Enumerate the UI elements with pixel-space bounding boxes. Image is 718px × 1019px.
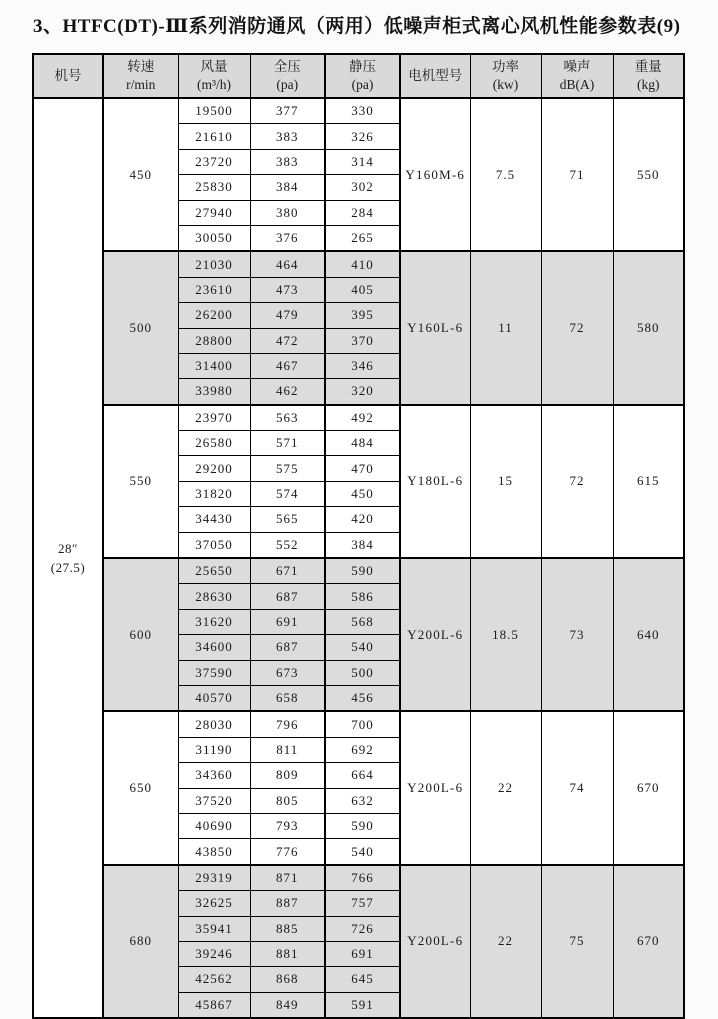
total-pressure-cell: 871 (250, 865, 325, 891)
static-pressure-cell: 757 (325, 891, 400, 916)
total-pressure-cell: 809 (250, 763, 325, 788)
weight-cell: 615 (613, 405, 684, 558)
total-pressure-cell: 687 (250, 635, 325, 660)
static-pressure-cell: 384 (325, 532, 400, 558)
header-motor-model (400, 54, 470, 98)
header-label: 功率 (492, 58, 519, 74)
total-pressure-cell: 473 (250, 277, 325, 302)
speed-cell: 600 (103, 558, 178, 711)
noise-cell: 72 (541, 251, 613, 404)
noise-cell: 72 (541, 405, 613, 558)
total-pressure-cell: 575 (250, 456, 325, 481)
total-pressure-cell: 377 (250, 98, 325, 124)
total-pressure-cell: 472 (250, 328, 325, 353)
total-pressure-cell: 380 (250, 200, 325, 225)
air-volume-cell: 26580 (178, 431, 250, 456)
static-pressure-cell: 691 (325, 941, 400, 966)
air-volume-cell: 26200 (178, 303, 250, 328)
noise-cell: 71 (541, 98, 613, 251)
weight-cell: 670 (613, 711, 684, 864)
air-volume-cell: 28630 (178, 584, 250, 609)
speed-cell: 450 (103, 98, 178, 251)
total-pressure-cell: 793 (250, 813, 325, 838)
air-volume-cell: 28030 (178, 711, 250, 737)
air-volume-cell: 33980 (178, 379, 250, 405)
motor-model-cell: Y160M-6 (400, 98, 470, 251)
static-pressure-cell: 700 (325, 711, 400, 737)
static-pressure-cell: 692 (325, 737, 400, 762)
header-static-pressure (325, 54, 400, 98)
motor-model-cell: Y160L-6 (400, 251, 470, 404)
air-volume-cell: 31400 (178, 353, 250, 378)
machine-no-size: 28″ (58, 540, 78, 556)
header-label: 全压 (273, 58, 301, 74)
air-volume-cell: 34360 (178, 763, 250, 788)
air-volume-cell: 40570 (178, 685, 250, 711)
static-pressure-cell: 664 (325, 763, 400, 788)
air-volume-cell: 23970 (178, 405, 250, 431)
total-pressure-cell: 479 (250, 303, 325, 328)
total-pressure-cell: 868 (250, 967, 325, 992)
static-pressure-cell: 590 (325, 558, 400, 584)
total-pressure-cell: 849 (250, 992, 325, 1018)
header-label: 电机型号 (408, 67, 463, 83)
static-pressure-cell: 405 (325, 277, 400, 302)
air-volume-cell: 35941 (178, 916, 250, 941)
speed-cell: 500 (103, 251, 178, 404)
static-pressure-cell: 492 (325, 405, 400, 431)
air-volume-cell: 25650 (178, 558, 250, 584)
total-pressure-cell: 384 (250, 175, 325, 200)
weight-cell: 550 (613, 98, 684, 251)
speed-cell: 650 (103, 711, 178, 864)
header-unit: dB(A) (559, 77, 595, 92)
header-unit: (pa) (276, 77, 299, 92)
static-pressure-cell: 586 (325, 584, 400, 609)
air-volume-cell: 37520 (178, 788, 250, 813)
table-row (33, 405, 684, 431)
table-row (33, 711, 684, 737)
air-volume-cell: 45867 (178, 992, 250, 1018)
total-pressure-cell: 383 (250, 149, 325, 174)
header-power (470, 54, 541, 98)
static-pressure-cell: 484 (325, 431, 400, 456)
total-pressure-cell: 563 (250, 405, 325, 431)
table-row (33, 98, 684, 124)
noise-cell: 75 (541, 865, 613, 1018)
air-volume-cell: 31620 (178, 609, 250, 634)
static-pressure-cell: 330 (325, 98, 400, 124)
static-pressure-cell: 370 (325, 328, 400, 353)
total-pressure-cell: 462 (250, 379, 325, 405)
power-cell: 22 (470, 711, 541, 864)
table-row (33, 251, 684, 277)
static-pressure-cell: 314 (325, 149, 400, 174)
power-cell: 11 (470, 251, 541, 404)
total-pressure-cell: 805 (250, 788, 325, 813)
fan-performance-table (32, 53, 685, 1019)
header-unit: r/min (126, 77, 156, 92)
static-pressure-cell: 420 (325, 507, 400, 532)
air-volume-cell: 21610 (178, 124, 250, 149)
static-pressure-cell: 766 (325, 865, 400, 891)
air-volume-cell: 34600 (178, 635, 250, 660)
total-pressure-cell: 658 (250, 685, 325, 711)
total-pressure-cell: 691 (250, 609, 325, 634)
machine-no-alt: (27.5) (50, 560, 86, 576)
static-pressure-cell: 540 (325, 635, 400, 660)
header-label: 静压 (349, 58, 376, 74)
air-volume-cell: 43850 (178, 839, 250, 865)
header-air-volume (178, 54, 250, 98)
table-row (33, 865, 684, 891)
header-unit: (kw) (492, 77, 519, 92)
static-pressure-cell: 568 (325, 609, 400, 634)
header-label: 转速 (127, 58, 155, 74)
static-pressure-cell: 320 (325, 379, 400, 405)
power-cell: 15 (470, 405, 541, 558)
air-volume-cell: 34430 (178, 507, 250, 532)
header-machine-no (33, 54, 103, 98)
header-speed (103, 54, 178, 98)
table-row (33, 558, 684, 584)
header-unit: (kg) (637, 77, 660, 92)
total-pressure-cell: 464 (250, 251, 325, 277)
total-pressure-cell: 383 (250, 124, 325, 149)
static-pressure-cell: 645 (325, 967, 400, 992)
motor-model-cell: Y200L-6 (400, 558, 470, 711)
total-pressure-cell: 887 (250, 891, 325, 916)
static-pressure-cell: 410 (325, 251, 400, 277)
air-volume-cell: 23610 (178, 277, 250, 302)
weight-cell: 640 (613, 558, 684, 711)
static-pressure-cell: 540 (325, 839, 400, 865)
page-title: 3、HTFC(DT)-Ⅲ系列消防通风（两用）低噪声柜式离心风机性能参数表(9) (33, 16, 681, 37)
static-pressure-cell: 632 (325, 788, 400, 813)
total-pressure-cell: 776 (250, 839, 325, 865)
total-pressure-cell: 552 (250, 532, 325, 558)
total-pressure-cell: 571 (250, 431, 325, 456)
motor-model-cell: Y200L-6 (400, 711, 470, 864)
air-volume-cell: 40690 (178, 813, 250, 838)
header-label: 噪声 (563, 58, 591, 74)
motor-model-cell: Y180L-6 (400, 405, 470, 558)
total-pressure-cell: 885 (250, 916, 325, 941)
total-pressure-cell: 673 (250, 660, 325, 685)
air-volume-cell: 23720 (178, 149, 250, 174)
header-weight (613, 54, 684, 98)
air-volume-cell: 19500 (178, 98, 250, 124)
power-cell: 22 (470, 865, 541, 1018)
static-pressure-cell: 326 (325, 124, 400, 149)
header-label: 重量 (634, 58, 662, 74)
air-volume-cell: 32625 (178, 891, 250, 916)
table-body (33, 98, 684, 1018)
total-pressure-cell: 796 (250, 711, 325, 737)
total-pressure-cell: 574 (250, 481, 325, 506)
air-volume-cell: 29200 (178, 456, 250, 481)
air-volume-cell: 31190 (178, 737, 250, 762)
total-pressure-cell: 881 (250, 941, 325, 966)
weight-cell: 670 (613, 865, 684, 1018)
static-pressure-cell: 302 (325, 175, 400, 200)
static-pressure-cell: 591 (325, 992, 400, 1018)
header-noise (541, 54, 613, 98)
static-pressure-cell: 590 (325, 813, 400, 838)
static-pressure-cell: 265 (325, 225, 400, 251)
static-pressure-cell: 470 (325, 456, 400, 481)
air-volume-cell: 30050 (178, 225, 250, 251)
header-label: 风量 (200, 58, 228, 74)
total-pressure-cell: 565 (250, 507, 325, 532)
total-pressure-cell: 671 (250, 558, 325, 584)
power-cell: 18.5 (470, 558, 541, 711)
air-volume-cell: 29319 (178, 865, 250, 891)
air-volume-cell: 42562 (178, 967, 250, 992)
header-label: 机号 (54, 67, 82, 83)
total-pressure-cell: 467 (250, 353, 325, 378)
air-volume-cell: 39246 (178, 941, 250, 966)
table-header-row (33, 54, 684, 98)
static-pressure-cell: 500 (325, 660, 400, 685)
power-cell: 7.5 (470, 98, 541, 251)
header-unit: (m³/h) (196, 77, 232, 92)
air-volume-cell: 25830 (178, 175, 250, 200)
header-unit: (pa) (351, 77, 374, 92)
static-pressure-cell: 450 (325, 481, 400, 506)
static-pressure-cell: 726 (325, 916, 400, 941)
weight-cell: 580 (613, 251, 684, 404)
static-pressure-cell: 284 (325, 200, 400, 225)
speed-cell: 550 (103, 405, 178, 558)
static-pressure-cell: 346 (325, 353, 400, 378)
total-pressure-cell: 811 (250, 737, 325, 762)
machine-no-cell (33, 98, 103, 1018)
air-volume-cell: 27940 (178, 200, 250, 225)
air-volume-cell: 37590 (178, 660, 250, 685)
static-pressure-cell: 456 (325, 685, 400, 711)
total-pressure-cell: 687 (250, 584, 325, 609)
air-volume-cell: 21030 (178, 251, 250, 277)
motor-model-cell: Y200L-6 (400, 865, 470, 1018)
static-pressure-cell: 395 (325, 303, 400, 328)
speed-cell: 680 (103, 865, 178, 1018)
air-volume-cell: 31820 (178, 481, 250, 506)
total-pressure-cell: 376 (250, 225, 325, 251)
noise-cell: 73 (541, 558, 613, 711)
noise-cell: 74 (541, 711, 613, 864)
air-volume-cell: 28800 (178, 328, 250, 353)
air-volume-cell: 37050 (178, 532, 250, 558)
header-total-pressure (250, 54, 325, 98)
